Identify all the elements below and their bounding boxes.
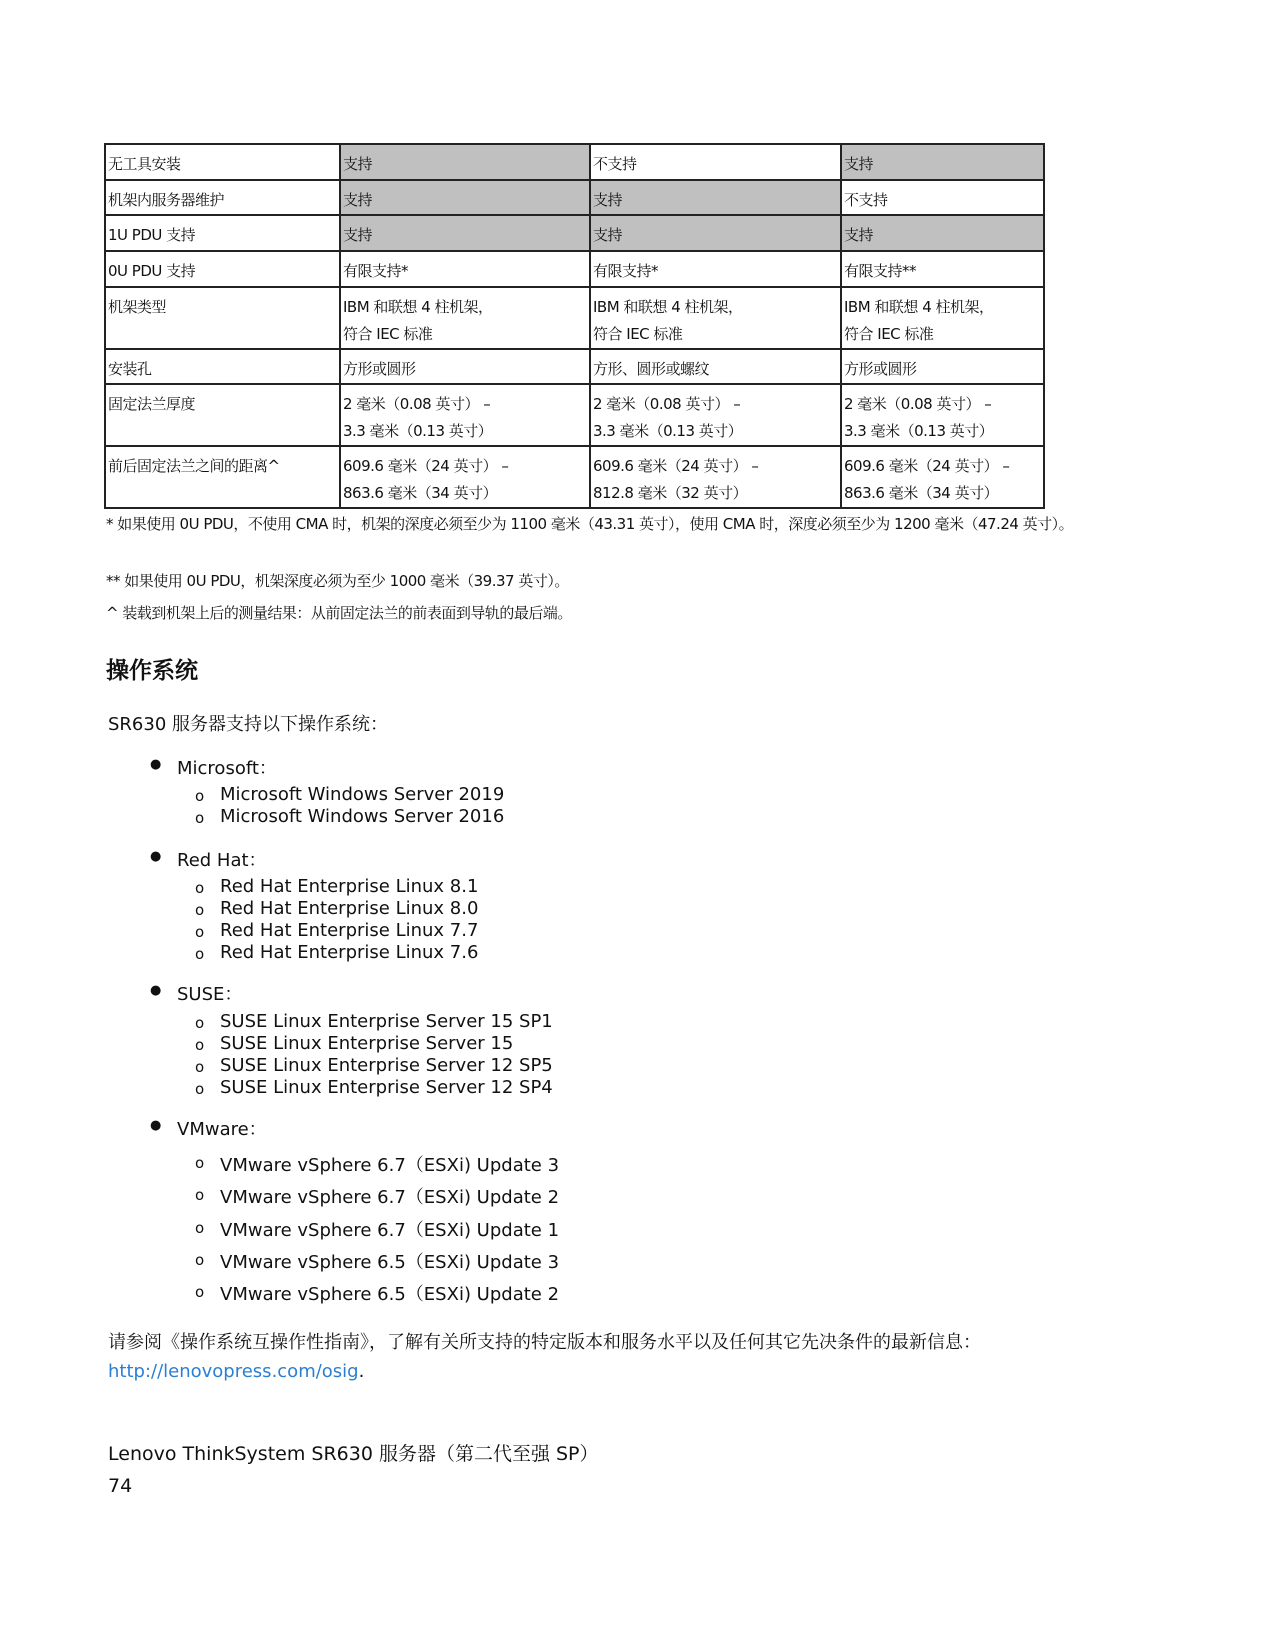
bullet-icon: ● bbox=[150, 1118, 162, 1133]
os-version: SUSE Linux Enterprise Server 12 SP5 bbox=[220, 1055, 553, 1076]
table-cell bbox=[841, 384, 1044, 446]
sub-bullet-icon: o bbox=[195, 787, 205, 805]
sub-bullet-icon: o bbox=[195, 1058, 205, 1076]
vendor-name: Microsoft： bbox=[177, 758, 277, 779]
table-cell bbox=[340, 446, 590, 508]
table-row bbox=[105, 446, 1044, 508]
cell-line: 2 毫米（0.08 英寸） – bbox=[343, 395, 491, 413]
os-version: Red Hat Enterprise Linux 7.7 bbox=[220, 920, 479, 941]
row-label: 1U PDU 支持 bbox=[105, 215, 340, 251]
bullet-icon: ● bbox=[150, 757, 162, 772]
cell-line: IBM 和联想 4 柱机架， bbox=[844, 298, 994, 316]
table-cell: 支持 bbox=[590, 215, 841, 251]
cell-line: 609.6 毫米（24 英寸） – bbox=[593, 457, 759, 475]
sub-bullet-icon: o bbox=[195, 901, 205, 919]
sub-bullet-icon: o bbox=[195, 1036, 205, 1054]
table-cell: 不支持 bbox=[590, 144, 841, 180]
table-row bbox=[105, 144, 1044, 180]
cell-line: 3.3 毫米（0.13 英寸） bbox=[593, 422, 743, 440]
os-version: SUSE Linux Enterprise Server 12 SP4 bbox=[220, 1077, 553, 1098]
section-heading: 操作系统 bbox=[106, 658, 198, 684]
bullet-icon: ● bbox=[150, 849, 162, 864]
footer-title: Lenovo ThinkSystem SR630 服务器（第二代至强 SP） bbox=[108, 1443, 599, 1465]
os-version: Microsoft Windows Server 2016 bbox=[220, 806, 505, 827]
row-label: 0U PDU 支持 bbox=[105, 251, 340, 287]
cell-line: 609.6 毫米（24 英寸） – bbox=[343, 457, 509, 475]
cell-line: 609.6 毫米（24 英寸） – bbox=[844, 457, 1010, 475]
table-cell: 方形、圆形或螺纹 bbox=[590, 349, 841, 384]
cell-line: 863.6 毫米（34 英寸） bbox=[844, 484, 999, 502]
table-cell: 有限支持* bbox=[590, 251, 841, 287]
table-row bbox=[105, 251, 1044, 287]
os-version: VMware vSphere 6.7（ESXi) Update 1 bbox=[220, 1220, 560, 1241]
cell-line: 2 毫米（0.08 英寸） – bbox=[844, 395, 992, 413]
row-label: 无工具安装 bbox=[105, 144, 340, 180]
reference-text: 请参阅《操作系统互操作性指南》，了解有关所支持的特定版本和服务水平以及任何其它先决条件的最新信息： bbox=[108, 1332, 981, 1353]
table-row bbox=[105, 180, 1044, 215]
link-suffix: . bbox=[358, 1361, 365, 1382]
os-version: VMware vSphere 6.5（ESXi) Update 3 bbox=[220, 1252, 560, 1273]
os-version: Red Hat Enterprise Linux 8.0 bbox=[220, 898, 479, 919]
sub-bullet-icon: o bbox=[195, 879, 205, 897]
os-version: VMware vSphere 6.7（ESXi) Update 3 bbox=[220, 1155, 560, 1176]
row-label: 前后固定法兰之间的距离^ bbox=[105, 446, 340, 508]
os-version: Microsoft Windows Server 2019 bbox=[220, 784, 505, 805]
cell-line: 符合 IEC 标准 bbox=[844, 325, 934, 343]
table-cell bbox=[590, 384, 841, 446]
table-row bbox=[105, 349, 1044, 384]
table-cell bbox=[590, 446, 841, 508]
cell-line: 符合 IEC 标准 bbox=[593, 325, 683, 343]
table-row bbox=[105, 384, 1044, 446]
footnote-3: ^ 装载到机架上后的测量结果：从前固定法兰的前表面到导轨的最后端。 bbox=[106, 604, 572, 622]
vendor-name: VMware： bbox=[177, 1119, 267, 1140]
reference-paragraph bbox=[108, 1328, 981, 1386]
sub-bullet-icon: o bbox=[195, 945, 205, 963]
table-cell: 支持 bbox=[841, 144, 1044, 180]
sub-bullet-icon: o bbox=[195, 923, 205, 941]
sub-bullet-icon: o bbox=[195, 1186, 205, 1204]
sub-bullet-icon: o bbox=[195, 1283, 205, 1301]
cell-line: 863.6 毫米（34 英寸） bbox=[343, 484, 498, 502]
cell-line: 符合 IEC 标准 bbox=[343, 325, 433, 343]
cell-line: IBM 和联想 4 柱机架， bbox=[593, 298, 743, 316]
row-label: 机架类型 bbox=[105, 287, 340, 349]
row-label: 安装孔 bbox=[105, 349, 340, 384]
table-row bbox=[105, 287, 1044, 349]
table-cell: 有限支持* bbox=[340, 251, 590, 287]
table-cell: 支持 bbox=[340, 144, 590, 180]
table-cell: 有限支持** bbox=[841, 251, 1044, 287]
os-version: SUSE Linux Enterprise Server 15 bbox=[220, 1033, 514, 1054]
cell-line: 3.3 毫米（0.13 英寸） bbox=[844, 422, 994, 440]
rack-spec-table bbox=[104, 143, 1045, 509]
table-cell bbox=[841, 287, 1044, 349]
table-cell bbox=[340, 287, 590, 349]
row-label: 机架内服务器维护 bbox=[105, 180, 340, 215]
footnote-2: ** 如果使用 0U PDU，机架深度必须为至少 1000 毫米（39.37 英寸）。 bbox=[106, 572, 569, 590]
sub-bullet-icon: o bbox=[195, 1014, 205, 1032]
table-cell: 支持 bbox=[340, 215, 590, 251]
table-cell: 不支持 bbox=[841, 180, 1044, 215]
cell-line: 812.8 毫米（32 英寸） bbox=[593, 484, 748, 502]
table-cell: 方形或圆形 bbox=[340, 349, 590, 384]
page-footer bbox=[108, 1438, 599, 1502]
table-cell: 支持 bbox=[841, 215, 1044, 251]
table-cell bbox=[590, 287, 841, 349]
row-label: 固定法兰厚度 bbox=[105, 384, 340, 446]
sub-bullet-icon: o bbox=[195, 1080, 205, 1098]
table-cell bbox=[841, 446, 1044, 508]
cell-line: 2 毫米（0.08 英寸） – bbox=[593, 395, 741, 413]
os-version: SUSE Linux Enterprise Server 15 SP1 bbox=[220, 1011, 553, 1032]
cell-line: 3.3 毫米（0.13 英寸） bbox=[343, 422, 493, 440]
sub-bullet-icon: o bbox=[195, 1251, 205, 1269]
page-number: 74 bbox=[108, 1475, 133, 1497]
table-row bbox=[105, 215, 1044, 251]
section-intro: SR630 服务器支持以下操作系统： bbox=[108, 714, 389, 735]
os-version: Red Hat Enterprise Linux 7.6 bbox=[220, 942, 479, 963]
table-cell: 支持 bbox=[590, 180, 841, 215]
table-cell: 方形或圆形 bbox=[841, 349, 1044, 384]
os-version: VMware vSphere 6.7（ESXi) Update 2 bbox=[220, 1187, 560, 1208]
footnote-1: * 如果使用 0U PDU，不使用 CMA 时，机架的深度必须至少为 1100 毫米（43.31 英寸），使用 CMA 时，深度必须至少为 1200 毫米（47.24 英寸）。 bbox=[106, 515, 1074, 533]
sub-bullet-icon: o bbox=[195, 809, 205, 827]
os-version: Red Hat Enterprise Linux 8.1 bbox=[220, 876, 479, 897]
table-cell: 支持 bbox=[340, 180, 590, 215]
cell-line: IBM 和联想 4 柱机架， bbox=[343, 298, 493, 316]
sub-bullet-icon: o bbox=[195, 1219, 205, 1237]
table-cell bbox=[340, 384, 590, 446]
os-version: VMware vSphere 6.5（ESXi) Update 2 bbox=[220, 1284, 560, 1305]
vendor-name: Red Hat： bbox=[177, 850, 267, 871]
vendor-name: SUSE： bbox=[177, 984, 243, 1005]
osig-link[interactable]: http://lenovopress.com/osig bbox=[108, 1361, 359, 1382]
bullet-icon: ● bbox=[150, 983, 162, 998]
sub-bullet-icon: o bbox=[195, 1154, 205, 1172]
